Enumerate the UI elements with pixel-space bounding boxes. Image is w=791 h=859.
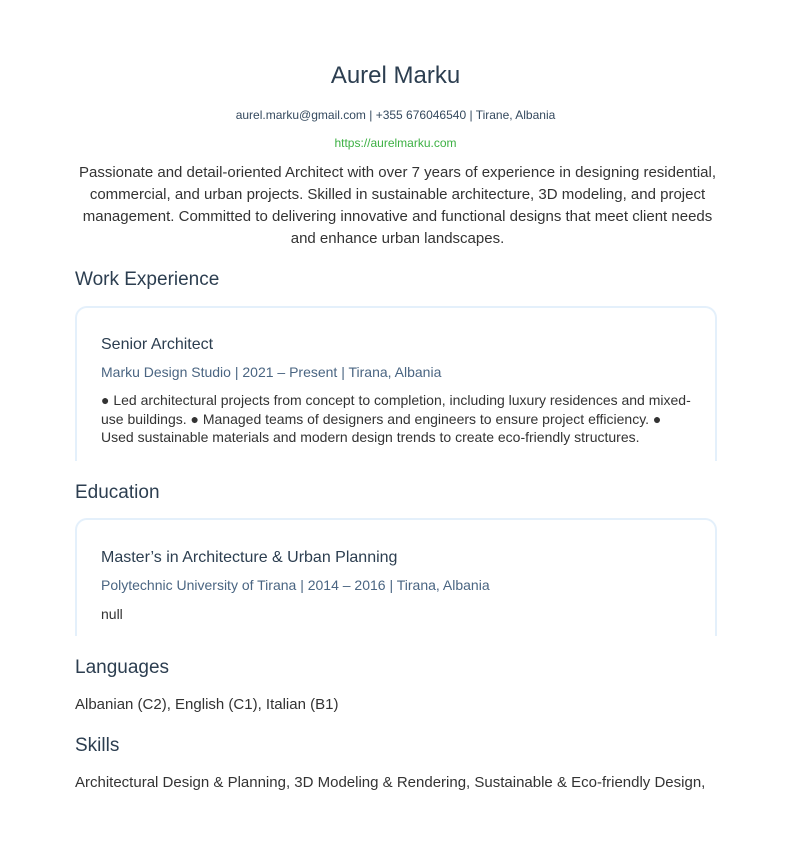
professional-summary: Passionate and detail-oriented Architect with over 7 years of experience in designing residential, commercial, and urban projects. Skilled in sustainable architecture, 3D modeling, and project management. Committed to delivering innovative and functional designs that meet client needs and enhance urban landscapes. [78,164,717,247]
candidate-name: Aurel Marku [330,62,461,89]
job-subtitle: Marku Design Studio | 2021 – Present | Tirana, Albania [101,364,442,380]
languages-list: Albanian (C2), English (C1), Italian (B1) [75,696,339,713]
education-card [75,518,717,636]
degree-subtitle: Polytechnic University of Tirana | 2014 – 2016 | Tirana, Albania [101,577,490,593]
job-title: Senior Architect [101,336,214,353]
job-description: ● Led architectural projects from concept to completion, including luxury residences and mixed-use buildings. ● Managed teams of designers and engineers to ensure project efficiency. ● Used sustainable materials and modern design trends to create eco-friendly structures. [101,392,691,445]
website-link[interactable]: https://aurelmarku.com [334,136,457,150]
work-experience-card-clip [75,306,717,461]
work-experience-card [75,306,717,461]
section-title-work-experience: Work Experience [75,269,220,290]
section-title-education: Education [75,482,160,503]
degree-description: null [101,606,123,622]
degree-title: Master’s in Architecture & Urban Planning [101,549,398,566]
contact-info: aurel.marku@gmail.com | +355 676046540 | Tirane, Albania [235,108,556,122]
education-card-clip [75,518,717,636]
section-title-skills: Skills [75,735,120,756]
skills-list: Architectural Design & Planning, 3D Modeling & Rendering, Sustainable & Eco-friendly Design, [75,774,706,791]
section-title-languages: Languages [75,657,170,678]
website-line [75,135,716,151]
